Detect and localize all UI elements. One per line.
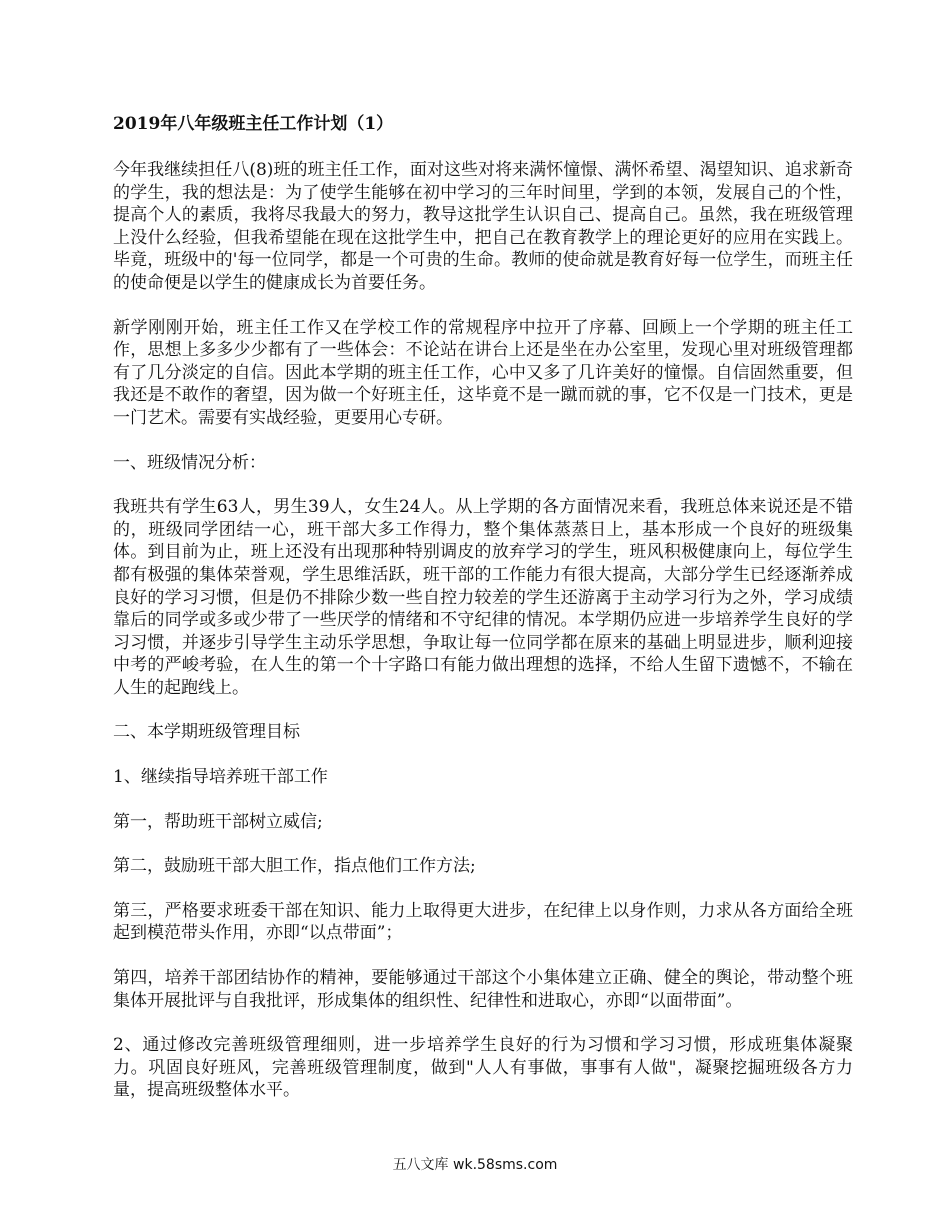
list-item-second: 第二，鼓励班干部大胆工作，指点他们工作方法; bbox=[113, 856, 476, 877]
list-item-fourth: 第四，培养干部团结协作的精神，要能够通过干部这个小集体建立正确、健全的舆论，带动整个班集体开展批评与自我批评，形成集体的组织性、纪律性和进取心，亦即“以面带面”。 bbox=[113, 968, 853, 1011]
document-body bbox=[113, 112, 853, 1124]
subheading-cadre-training: 1、继续指导培养班干部工作 bbox=[113, 767, 328, 788]
paragraph-class-analysis: 我班共有学生63人，男生39人，女生24人。从上学期的各方面情况来看，我班总体来说还是不错的，班级同学团结一心，班干部大多工作得力，整个集体蒸蒸日上，基本形成一个良好的班级集体。到目前为止，班上还没有出现那种特别调皮的放弃学习的学生，班风积极健康向上，每位学生都有极强的集体荣誉观，学生思维活跃，班干部的工作能力有很大提高，大部分学生已经逐渐养成良好的学习习惯，但是仍不排除少数一些自控力较差的学生还游离于主动学习行为之外，学习成绩靠后的同学或多或少带了一些厌学的情绪和不守纪律的情况。本学期仍应进一步培养学生良好的学习习惯，并逐步引导学生主动乐学思想，争取让每一位同学都在原来的基础上明显进步，顺利迎接中考的严峻考验，在人生的第一个十字路口有能力做出理想的选择，不给人生留下遗憾不，不输在人生的起跑线上。 bbox=[113, 497, 853, 698]
footer-watermark-text: 五八文库 wk.58sms.com bbox=[392, 1157, 558, 1173]
paragraph-new-semester: 新学刚刚开始，班主任工作又在学校工作的常规程序中拉开了序幕、回顾上一个学期的班主任工作，思想上多多少少都有了一些体会：不论站在讲台上还是坐在办公室里，发现心里对班级管理都有了几分淡定的自信。因此本学期的班主任工作，心中又多了几许美好的憧憬。自信固然重要，但我还是不敢作的奢望，因为做一个好班主任，这毕竟不是一蹴而就的事，它不仅是一门技术，更是一门艺术。需要有实战经验，更要用心专研。 bbox=[113, 317, 853, 428]
list-item-third: 第三，严格要求班委干部在知识、能力上取得更大进步，在纪律上以身作则，力求从各方面给全班起到模范带头作用，亦即“以点带面”； bbox=[113, 900, 853, 944]
section-heading-management-goals: 二、本学期班级管理目标 bbox=[113, 722, 300, 743]
section-heading-class-analysis: 一、班级情况分析： bbox=[113, 452, 266, 473]
paragraph-management-rules: 2、通过修改完善班级管理细则，进一步培养学生良好的行为习惯和学习习惯，形成班集体凝聚力。巩固良好班风，完善班级管理制度，做到"人人有事做，事事有人做"，凝聚挖掘班级各方力量，提高班级整体水平。 bbox=[113, 1035, 853, 1101]
list-item-first: 第一，帮助班干部树立威信; bbox=[113, 811, 323, 832]
document-title: 2019年八年级班主任工作计划（1） bbox=[113, 114, 394, 134]
paragraph-intro: 今年我继续担任八(8)班的班主任工作，面对这些对将来满怀憧憬、满怀希望、渴望知识、追求新奇的学生，我的想法是：为了使学生能够在初中学习的三年时间里，学到的本领，发展自己的个性，提高个人的素质，我将尽我最大的努力，教导这批学生认识自己、提高自己。虽然，我在班级管理上没什么经验，但我希望能在现在这批学生中，把自己在教育教学上的理论更好的应用在实践上。毕竟，班级中的'每一位同学，都是一个可贵的生命。教师的使命就是教育好每一位学生，而班主任的使命便是以学生的健康成长为首要任务。 bbox=[113, 160, 853, 293]
